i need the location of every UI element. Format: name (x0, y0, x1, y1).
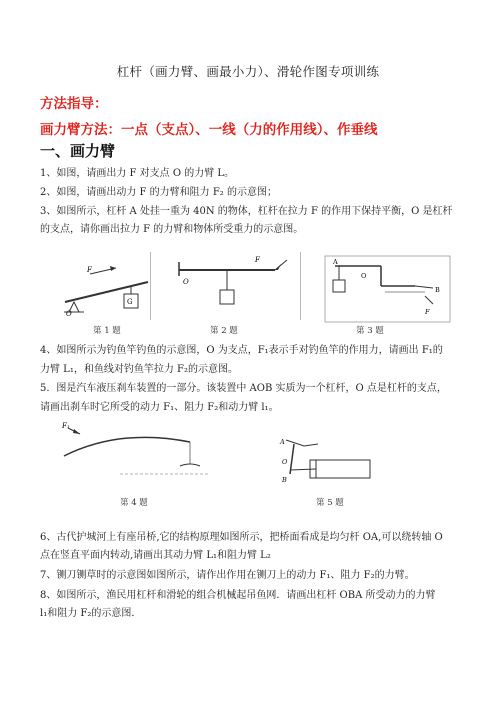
figure-divider (150, 252, 151, 320)
figure-1-caption: 第 1 题 (93, 326, 121, 336)
question-6-line-1: 6、古代护城河上有座吊桥,它的结构原理如图所示，把桥面看成是均匀杆 OA,可以绕转轴 O (40, 532, 443, 543)
question-8-line-1: 8、如图所示，渔民用杠杆和滑轮的组合机械起吊鱼网．请画出杠杆 OBA 所受动力的力臂 (40, 590, 436, 601)
label-F-2: F (255, 256, 260, 264)
label-B-5: B (282, 476, 287, 484)
question-2: 2、如图，请画出动力 F 的力臂和阻力 F₂ 的示意图； (40, 187, 277, 198)
figure-4-diagram (60, 420, 210, 486)
figure-3 (325, 252, 450, 322)
label-G: G (127, 298, 133, 306)
figure-1-diagram (60, 252, 150, 318)
figure-3-caption: 第 3 题 (356, 326, 384, 336)
figure-4 (60, 420, 210, 486)
figure-5 (280, 436, 390, 486)
question-8-line-2: l₁和阻力 F₂的示意图． (40, 608, 142, 619)
method-rule: 画力臂方法：一点（支点）、一线（力的作用线）、作垂线 (40, 122, 378, 138)
question-4-line-1: 4、如图所示为钓鱼竿钓鱼的示意图，O 为支点，F₁表示手对钓鱼竿的作用力，请画出 F₁的 (40, 345, 443, 356)
label-O-2: O (183, 278, 189, 286)
figure-2 (175, 252, 295, 318)
label-F1: F₁ (62, 422, 70, 430)
figure-5-caption: 第 5 题 (316, 498, 344, 508)
figure-divider (300, 252, 301, 320)
method-heading: 方法指导： (40, 96, 108, 112)
figure-4-caption: 第 4 题 (120, 498, 148, 508)
section-heading: 一、画力臂 (40, 142, 116, 160)
question-5-line-1: 5．图是汽车液压刹车装置的一部分。该装置中 AOB 实质为一个杠杆，O 点是杠杆的支点， (40, 383, 447, 394)
label-O-3: O (361, 272, 367, 280)
page-title: 杠杆（画力臂、画最小力）、滑轮作图专项训练 (116, 64, 380, 79)
question-5-line-2: 请画出刹车时它所受的动力 F₁、阻力 F₂和动力臂 l₁。 (40, 402, 279, 413)
question-6-line-2: 点在竖直平面内转动,请画出其动力臂 L₁和阻力臂 L₂ (40, 550, 271, 561)
figure-3-diagram (325, 252, 450, 322)
question-7: 7、铡刀铡草时的示意图如图所示，请作出作用在铡刀上的动力 F₁、阻力 F₂的力臂。 (40, 570, 415, 581)
figure-2-caption: 第 2 题 (210, 326, 238, 336)
label-O-5: O (282, 458, 288, 466)
question-4-line-2: 力臂 L₁，和鱼线对钓鱼竿拉力 F₂的示意图。 (40, 364, 238, 375)
figure-1 (60, 252, 150, 318)
question-3-line-2: 的支点，请你画出拉力 F 的力臂和物体所受重力的示意图。 (40, 224, 304, 235)
label-A: A (333, 258, 338, 266)
question-3-line-1: 3、如图所示，杠杆 A 处挂一重为 40N 的物体，杠杆在拉力 F 的作用下保持平衡，O 是杠杆 (40, 206, 453, 217)
label-O: O (66, 310, 72, 318)
label-F: F (87, 266, 92, 274)
figure-2-diagram (175, 252, 295, 318)
label-F-3: F (425, 308, 430, 316)
figure-5-diagram (280, 436, 390, 486)
label-A-5: A (280, 438, 285, 446)
question-1: 1、如图，请画出力 F 对支点 O 的力臂 L。 (40, 168, 235, 179)
label-B: B (435, 286, 440, 294)
